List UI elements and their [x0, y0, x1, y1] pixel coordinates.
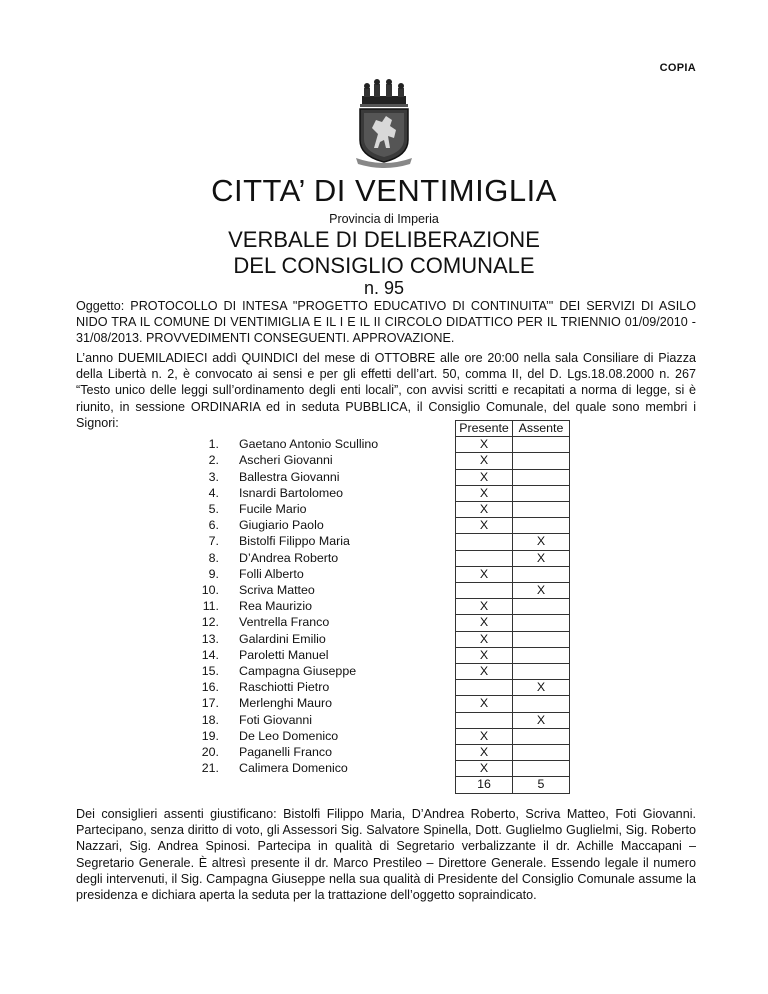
member-number: 20. — [201, 745, 219, 760]
attendance-row — [171, 485, 570, 501]
member-name: Bistolfi Filippo Maria — [239, 534, 350, 549]
present-mark: X — [456, 696, 513, 712]
absent-mark — [513, 745, 570, 761]
attendance-row — [171, 518, 570, 534]
member-number: 4. — [208, 485, 219, 500]
member-number: 11. — [202, 599, 219, 614]
absent-mark — [513, 566, 570, 582]
attendance-totals-row — [171, 777, 570, 793]
member-number: 14. — [201, 647, 219, 662]
member-name: Folli Alberto — [239, 566, 304, 581]
attendance-row — [171, 599, 570, 615]
present-mark — [456, 550, 513, 566]
city-coat-of-arms-emblem — [348, 76, 420, 168]
absent-mark — [513, 647, 570, 663]
member-name: Galardini Emilio — [239, 631, 326, 646]
present-mark — [456, 534, 513, 550]
present-mark: X — [456, 631, 513, 647]
present-mark: X — [456, 761, 513, 777]
present-mark: X — [456, 599, 513, 615]
absent-mark: X — [513, 534, 570, 550]
member-name: Ascheri Giovanni — [239, 453, 333, 468]
member-name: Merlenghi Mauro — [239, 696, 332, 711]
province-subtitle: Provincia di Imperia — [329, 212, 439, 226]
attendance-row — [171, 615, 570, 631]
present-mark: X — [456, 453, 513, 469]
member-number: 3. — [208, 469, 219, 484]
member-number: 13. — [201, 631, 219, 646]
present-header: Presente — [456, 421, 513, 437]
present-mark — [456, 680, 513, 696]
present-mark: X — [456, 485, 513, 501]
present-mark: X — [456, 469, 513, 485]
member-number: 2. — [208, 453, 219, 468]
absent-mark — [513, 599, 570, 615]
absent-mark — [513, 485, 570, 501]
member-name: Gaetano Antonio Scullino — [239, 437, 379, 452]
absent-mark — [513, 518, 570, 534]
member-name: Foti Giovanni — [239, 712, 313, 727]
attendance-row — [171, 696, 570, 712]
attendance-table — [171, 420, 570, 794]
attendance-row — [171, 745, 570, 761]
absent-mark — [513, 615, 570, 631]
member-name: Isnardi Bartolomeo — [239, 485, 343, 500]
member-number: 10. — [201, 583, 219, 598]
document-type-line-2: DEL CONSIGLIO COMUNALE — [233, 253, 535, 278]
member-number: 21. — [201, 761, 219, 776]
present-mark: X — [456, 566, 513, 582]
attendance-row — [171, 550, 570, 566]
member-number: 12. — [201, 615, 219, 630]
present-mark: X — [456, 647, 513, 663]
present-mark: X — [456, 502, 513, 518]
present-mark — [456, 583, 513, 599]
member-number: 17. — [201, 696, 219, 711]
attendance-row — [171, 534, 570, 550]
member-number: 16. — [201, 680, 219, 695]
absent-mark — [513, 761, 570, 777]
attendance-header-row — [171, 421, 570, 437]
present-mark: X — [456, 437, 513, 453]
member-number: 8. — [208, 550, 219, 565]
member-number: 1. — [208, 437, 219, 452]
subject-paragraph: Oggetto: PROTOCOLLO DI INTESA "PROGETTO EDUCATIVO DI CONTINUITA’" DEI SERVIZI DI ASILO NIDO TRA IL COMUNE DI VENTIMIGLIA E IL I E IL II CIRCOLO DIDATTICO PER IL TRIENNIO 01/09/2010 - 31/08/2013. PROVVEDIMENTI CONSEGUENTI. APPROVAZIONE. — [76, 299, 696, 346]
member-name: Campagna Giuseppe — [239, 664, 357, 679]
absent-mark — [513, 437, 570, 453]
absent-mark — [513, 502, 570, 518]
attendance-row — [171, 728, 570, 744]
member-number: 9. — [208, 566, 219, 581]
deliberation-number: n. 95 — [363, 278, 405, 298]
member-name: Rea Maurizio — [239, 599, 312, 614]
absent-mark — [513, 631, 570, 647]
absent-header: Assente — [513, 421, 570, 437]
copy-label: COPIA — [659, 62, 696, 74]
member-number: 5. — [208, 502, 219, 517]
member-name: Ballestra Giovanni — [239, 469, 340, 484]
present-mark — [456, 712, 513, 728]
city-title: CITTA’ DI VENTIMIGLIA — [211, 173, 557, 208]
member-name: De Leo Domenico — [239, 728, 339, 743]
absent-mark — [513, 728, 570, 744]
absent-mark: X — [513, 680, 570, 696]
absent-mark: X — [513, 550, 570, 566]
member-name: Fucile Mario — [239, 502, 307, 517]
absent-mark — [513, 664, 570, 680]
absent-mark — [513, 469, 570, 485]
attendance-row — [171, 712, 570, 728]
member-name: Paroletti Manuel — [239, 647, 329, 662]
present-mark: X — [456, 518, 513, 534]
attendance-row — [171, 647, 570, 663]
present-mark: X — [456, 615, 513, 631]
attendance-row — [171, 761, 570, 777]
member-number: 15. — [201, 664, 219, 679]
total-present: 16 — [456, 777, 513, 793]
member-name: Paganelli Franco — [239, 745, 332, 760]
attendance-row — [171, 583, 570, 599]
absent-mark: X — [513, 583, 570, 599]
attendance-row — [171, 680, 570, 696]
member-number: 6. — [208, 518, 219, 533]
absent-mark — [513, 696, 570, 712]
member-number: 19. — [201, 728, 219, 743]
member-name: Raschiotti Pietro — [239, 680, 330, 695]
present-mark: X — [456, 664, 513, 680]
absent-mark: X — [513, 712, 570, 728]
member-number: 7. — [208, 534, 219, 549]
member-name: Ventrella Franco — [239, 615, 330, 630]
attendance-row — [171, 631, 570, 647]
attendance-row — [171, 664, 570, 680]
present-mark: X — [456, 745, 513, 761]
attendance-row — [171, 453, 570, 469]
member-name: Scriva Matteo — [239, 583, 315, 598]
member-name: Giugiario Paolo — [239, 518, 324, 533]
attendance-row — [171, 437, 570, 453]
closing-paragraph: Dei consiglieri assenti giustificano: Bistolfi Filippo Maria, D’Andrea Roberto, Scriva Matteo, Foti Giovanni. Partecipano, senza diritto di voto, gli Assessori Sig. Salvatore Spinella, Dott. Guglielmo Guglielmi, Sig. Roberto Nazzari, Sig. Andrea Spinosi. Partecipa in qualità di Segretario verbalizzante il dr. Achille Maccapani – Segretario Generale. È altresì presente il dr. Marco Prestileo – Direttore Generale. Essendo legale il numero degli intervenuti, il Sig. Campagna Giuseppe nella sua qualità di Presidente del Consiglio Comunale assume la presidenza e dichiara aperta la seduta per la trattazione dell’oggetto sopraindicato. — [76, 807, 696, 903]
total-absent: 5 — [513, 777, 570, 793]
attendance-row — [171, 502, 570, 518]
present-mark: X — [456, 728, 513, 744]
intro-paragraph: L’anno DUEMILADIECI addì QUINDICI del mese di OTTOBRE alle ore 20:00 nella sala Consiliare di Piazza della Libertà n. 2, è convocato ai sensi e per gli effetti dell’art. 50, comma II, del D. Lgs.18.08.2000 n. 267 “Testo unico delle leggi sull’ordinamento degli enti locali”, con avvisi scritti e recapitati a norma di legge, si è riunito, in sessione ORDINARIA ed in seduta PUBBLICA, il Consiglio Comunale, del quale sono membri i Signori: — [76, 351, 696, 430]
member-name: Calimera Domenico — [239, 761, 348, 776]
member-number: 18. — [201, 712, 219, 727]
document-type-line-1: VERBALE DI DELIBERAZIONE — [228, 227, 540, 252]
attendance-row — [171, 469, 570, 485]
attendance-row — [171, 566, 570, 582]
absent-mark — [513, 453, 570, 469]
member-name: D’Andrea Roberto — [239, 550, 339, 565]
